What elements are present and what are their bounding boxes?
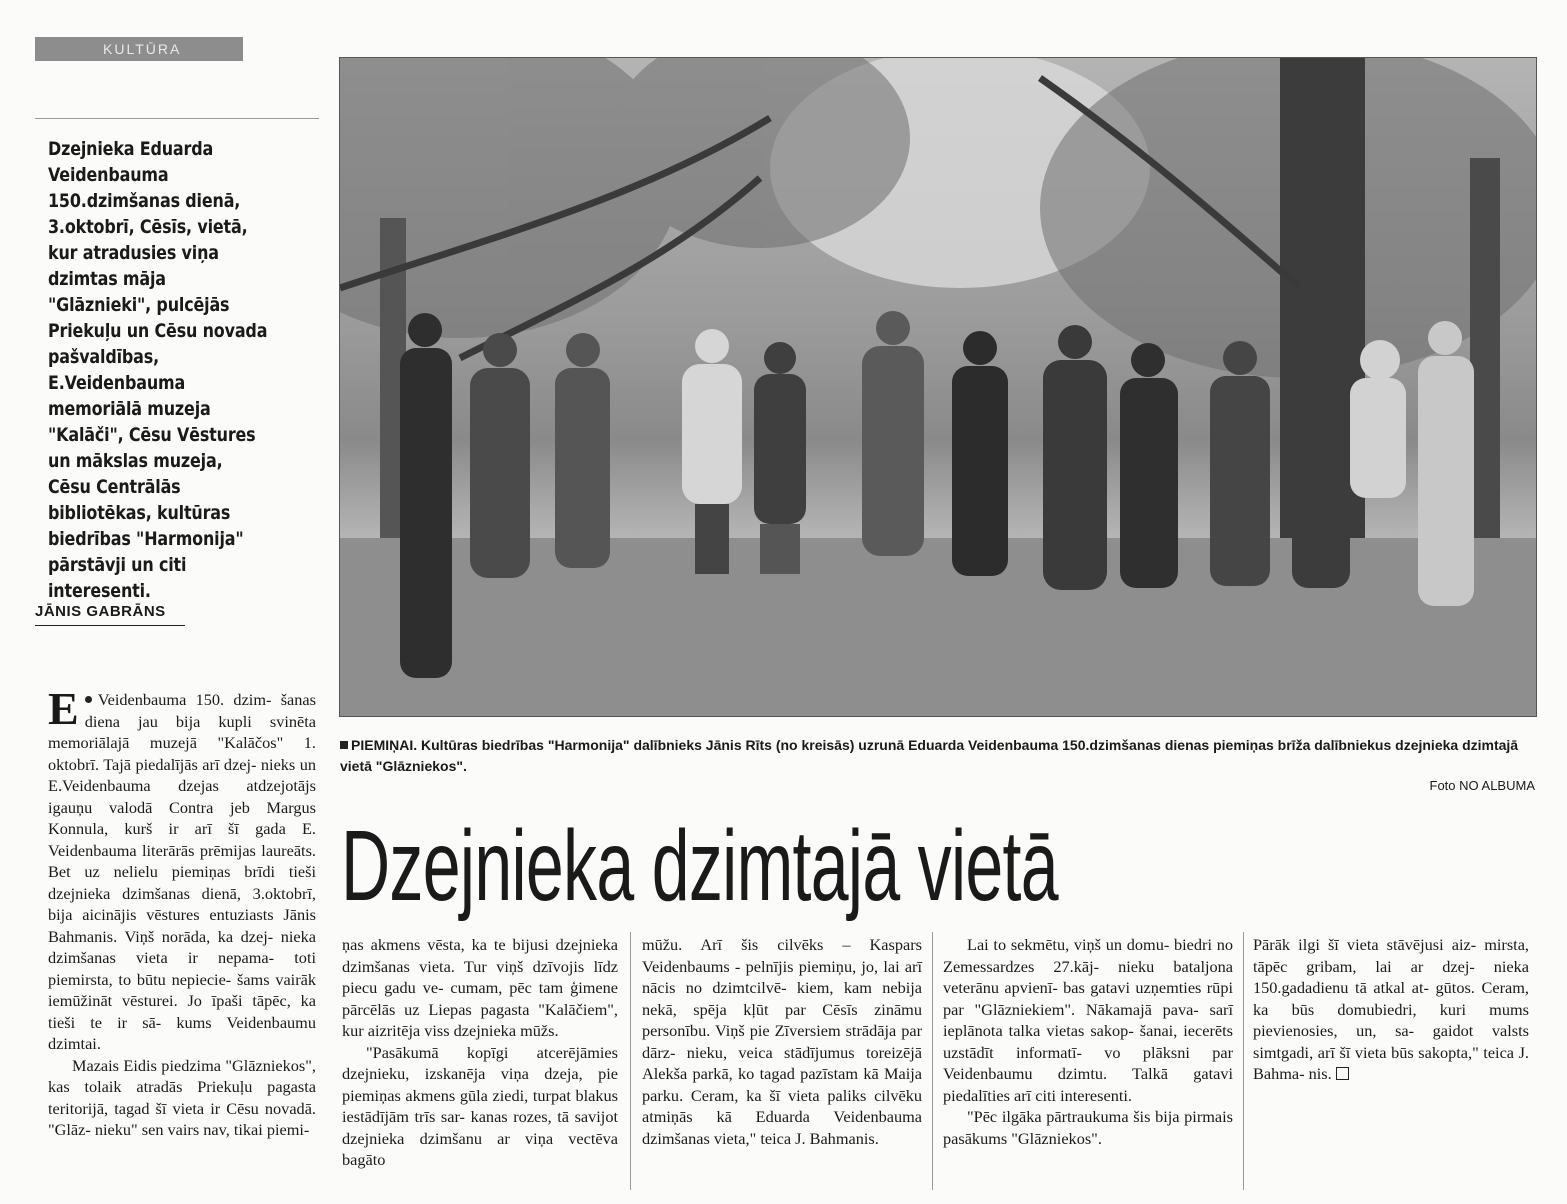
- dropcap: E: [48, 683, 79, 734]
- paragraph: "Pasākumā kopīgi atcerējāmies dzejnieku, izskanēja viņa dzeja, pie piemiņas akmens gūla ziedi, turpat blakus iestādījām trīs sar- kanas rozes, tā savijot dzejnieka dzimšanu ar viņa vectēva bagāto: [342, 1042, 618, 1169]
- paragraph: Mazais Eidis piedzima "Glāzniekos", kas tolaik atradās Priekuļu pagasta teritorijā, tagad šī vieta ir Cēsu novadā. "Glāz- nieku" sen vairs nav, tikai piemi-: [48, 1055, 316, 1139]
- top-rule: [35, 118, 319, 119]
- body-column-2: [342, 934, 618, 1171]
- column-divider: [630, 932, 631, 1190]
- paragraph: mūžu. Arī šis cilvēks – Kaspars Veidenbaums - pelnījis piemiņu, jo, lai arī nācis no dzimtcilvē- kiem, kam nebija nekā, spēja kļūt par Cēsīs zināmu personību. Viņš pie Zīversiem strādāja par dārz- nieku, veica stādījumus toreizējā Alekša parkā, ko tagad pazīstam kā Maija parku. Ceram, ka šī vieta paliks cilvēku atmiņās kā Eduarda Veidenbauma dzimšanas vieta," teica J. Bahmanis.: [642, 935, 922, 1148]
- photo-illustration: [340, 58, 1537, 717]
- body-column-1: [48, 683, 316, 1141]
- author-byline: JĀNIS GABRĀNS: [35, 603, 166, 620]
- body-column-4: [943, 934, 1233, 1149]
- photo-caption: [340, 735, 1540, 777]
- end-square-icon: [1336, 1067, 1349, 1080]
- photo-credit: Foto NO ALBUMA: [1429, 778, 1535, 793]
- paragraph-text: Veidenbauma 150. dzim- šanas diena jau bija kupli svinēta memoriālajā muzejā "Kalāčos" 1. oktobrī. Tajā piedalījās arī dzej- nieks un E.Veidenbauma dzejas atdzejotājs igauņu valodā Contra jeb Margus Konnula, kurš ir arī šī gada E. Veidenbauma literārās prēmijas laureāts. Bet uz nelielu piemiņas brīdi tieši dzejnieka dzimšanas dienā, 3.oktobrī, bija aicinājis vēstures entuziasts Jānis Bahmanis. Viņš norāda, ka dzej- nieka dzimšanas vieta ir nepama- toti piemirsta, to būtu nepiecie- šams vairāk iemūžināt vēsturei. Jo īpaši tāpēc, ka tieši te ir sā- kums Veidenbaumu dzimtai.: [48, 690, 316, 1053]
- body-column-3: [642, 934, 922, 1149]
- author-rule: [35, 625, 185, 626]
- caption-label: PIEMIŅAI.: [351, 737, 418, 753]
- paragraph-text: Pārāk ilgi šī vieta stāvējusi aiz- mirsta, tāpēc gribam, lai ar dzej- nieka 150.gadadienu tā atkal at- gūtos. Ceram, ka būs domubiedri, kuri mums pievienosies, un, sa- gaidot valsts simtgadi, arī šī vieta būs sakopta," teica J. Bahma- nis.: [1253, 935, 1529, 1083]
- headline: Dzejnieka dzimtajā vietā: [341, 810, 1058, 922]
- column-divider: [1243, 932, 1244, 1190]
- column-divider: [932, 932, 933, 1190]
- initial-dot-icon: [85, 696, 92, 703]
- paragraph: ņas akmens vēsta, ka te bijusi dzejnieka dzimšanas vieta. Tur viņš dzīvojis līdz piecu gadu ve- cumam, pēc tam ģimene pārcēlās uz Liepas pagasta "Kalāčiem", kur aizritēja viss dzejnieka mūžs.: [342, 935, 618, 1040]
- event-photo: [339, 57, 1537, 717]
- paragraph: "Pēc ilgāka pārtraukuma šis bija pirmais pasākums "Glāzniekos".: [943, 1107, 1233, 1148]
- paragraph: [48, 683, 316, 1055]
- section-tag: KULTŪRA: [35, 37, 243, 61]
- body-column-5: [1253, 934, 1529, 1085]
- caption-square-icon: [340, 741, 348, 749]
- caption-text: Kultūras biedrības "Harmonija" dalībnieks Jānis Rīts (no kreisās) uzrunā Eduarda Veidenbauma 150.dzimšanas dienas piemiņas brīža dalībniekus dzejnieka dzimtajā vietā "Glāzniekos".: [340, 737, 1519, 774]
- paragraph: Lai to sekmētu, viņš un domu- biedri no Zemessardzes 27.kāj- nieku bataljona veterānu apvienī- bas gatavi uzņemties rūpi par "Glāzniekiem". Nākamajā pava- sarī ieplānota talka vietas sakop- šanai, iecerēts uzstādīt informatī- vo plāksni par Veidenbaumu dzimtu. Talkā gatavi piedalīties arī citi interesenti.: [943, 935, 1233, 1105]
- lede-text: Dzejnieka Eduarda Veidenbauma 150.dzimšanas dienā, 3.oktobrī, Cēsīs, vietā, kur atradusies viņa dzimtas māja "Glāznieki", pulcējās Priekuļu un Cēsu novada pašvaldības, E.Veidenbauma memoriālā muzeja "Kalāči", Cēsu Vēstures un mākslas muzeja, Cēsu Centrālās bibliotēkas, kultūras biedrības "Harmonija" pārstāvji un citi interesenti.: [48, 138, 268, 602]
- paragraph: [1253, 934, 1529, 1085]
